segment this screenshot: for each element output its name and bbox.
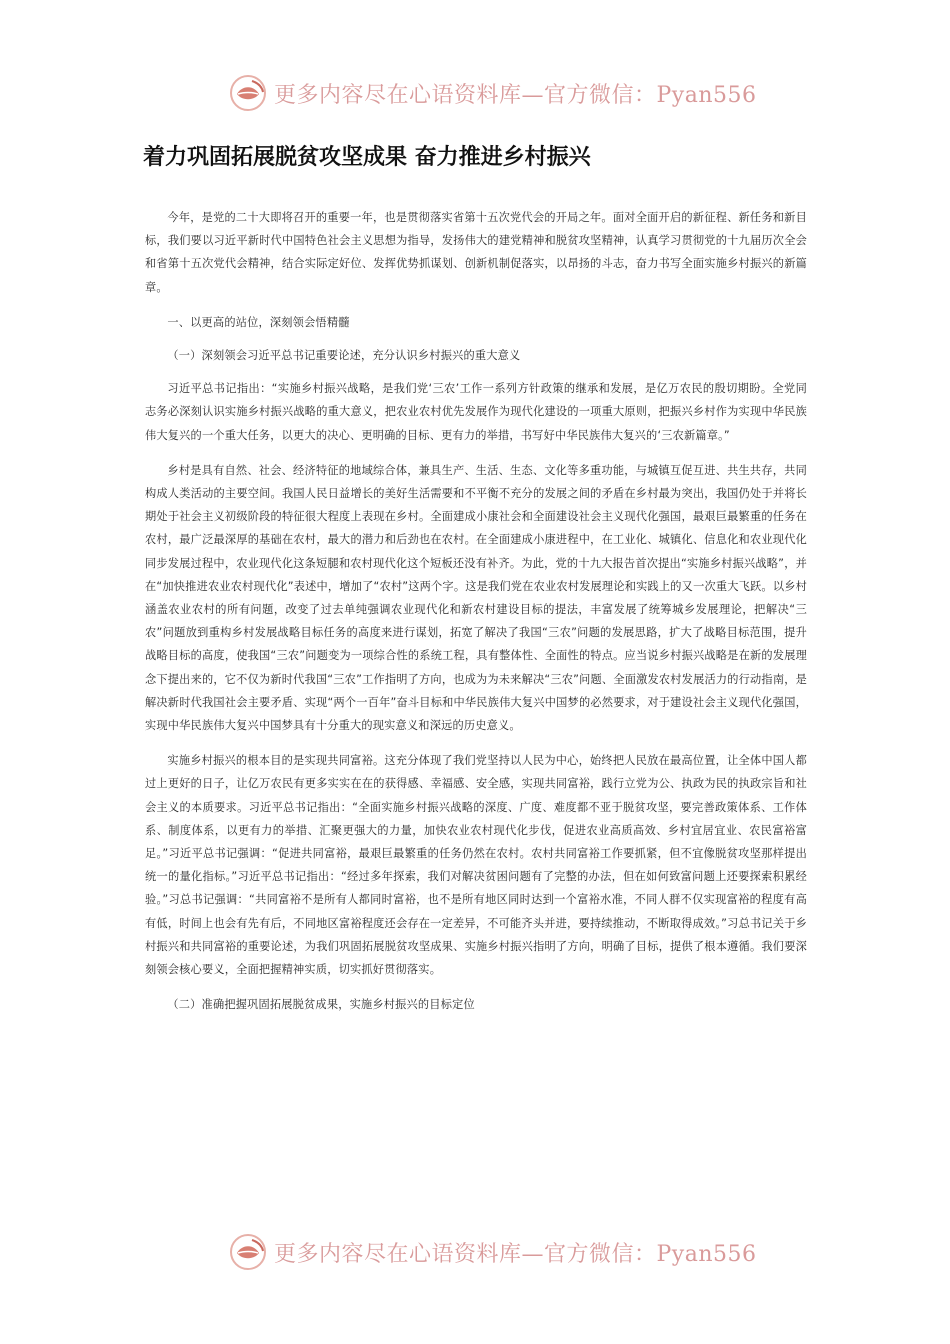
paragraph-intro: 今年，是党的二十大即将召开的重要一年，也是贯彻落实省第十五次党代会的开局之年。面对全面开启的新征程、新任务和新目标，我们要以习近平新时代中国特色社会主义思想为指导，发扬伟大的建党精神和脱贫攻坚精神，认真学习贯彻党的十九届历次全会和省第十五次党代会精神，结合实际定好位、发挥优势抓谋划、创新机制促落实，以昂扬的斗志，奋力书写全面实施乡村振兴的新篇章。: [145, 211, 807, 294]
header-banner: [228, 72, 757, 114]
subsection-heading-1: （一）深刻领会习近平总书记重要论述，充分认识乡村振兴的重大意义: [167, 349, 521, 363]
lip-mark-icon: [228, 73, 268, 113]
paragraph-rural: 乡村是具有自然、社会、经济特征的地域综合体，兼具生产、生活、生态、文化等多重功能，与城镇互促互进、共生共存，共同构成人类活动的主要空间。我国人民日益增长的美好生活需要和不平衡不充分的发展之间的矛盾在乡村最为突出，我国仍处于并将长期处于社会主义初级阶段的特征很大程度上表现在乡村。全面建成小康社会和全面建设社会主义现代化强国，最艰巨最繁重的任务在农村，最广泛最深厚的基础在农村，最大的潜力和后劲也在农村。在全面建成小康进程中，在工业化、城镇化、信息化和农业现代化同步发展过程中，农业现代化这条短腿和农村现代化这个短板还没有补齐。为此，党的十九大报告首次提出“实施乡村振兴战略”，并在“加快推进农业农村现代化”表述中，增加了“农村”这两个字。这是我们党在农业农村发展理论和实践上的又一次重大飞跃。以乡村涵盖农业农村的所有问题，改变了过去单纯强调农业现代化和新农村建设目标的提法，丰富发展了统筹城乡发展理论，把解决“三农”问题放到重构乡村发展战略目标任务的高度来进行谋划，拓宽了解决了我国“三农”问题的发展思路，扩大了战略目标范围，提升战略目标的高度，使我国“三农”问题变为一项综合性的系统工程，具有整体性、全面性的特点。应当说乡村振兴战略是在新的发展理念下提出来的，它不仅为新时代我国“三农”工作指明了方向，也成为为未来解决“三农”问题、全面激发农村发展活力的行动指南，是解决新时代我国社会主要矛盾、实现“两个一百年”奋斗目标和中华民族伟大复兴中国梦的必然要求，对于建设社会主义现代化强国，实现中华民族伟大复兴中国梦具有十分重大的现实意义和深远的历史意义。: [145, 463, 807, 733]
document-title: 着力巩固拓展脱贫攻坚成果 奋力推进乡村振兴: [143, 145, 591, 170]
paragraph-quote: 习近平总书记指出：“实施乡村振兴战略，是我们党‘三农’工作一系列方针政策的继承和发展，是亿万农民的殷切期盼。全党同志务必深刻认识实施乡村振兴战略的重大意义，把农业农村优先发展作为现代化建设的一项重大原则，把振兴乡村作为实现中华民族伟大复兴的一个重大任务，以更大的决心、更明确的目标、更有力的举措，书写好中华民族伟大复兴的‘三农新篇章。”: [145, 382, 807, 442]
document-body: [145, 206, 807, 1027]
section-heading-1: 一、以更高的站位，深刻领会悟精髓: [167, 315, 350, 329]
lip-mark-icon: [228, 1232, 268, 1272]
paragraph-prosperity: 实施乡村振兴的根本目的是实现共同富裕。这充分体现了我们党坚持以人民为中心，始终把人民放在最高位置，让全体中国人都过上更好的日子，让亿万农民有更多实实在在的获得感、幸福感、安全感，实现共同富裕，践行立党为公、执政为民的执政宗旨和社会主义的本质要求。习近平总书记指出：“全面实施乡村振兴战略的深度、广度、难度都不亚于脱贫攻坚，要完善政策体系、工作体系、制度体系，以更有力的举措、汇聚更强大的力量，加快农业农村现代化步伐，促进农业高质高效、乡村宜居宜业、农民富裕富足。”习近平总书记强调：“促进共同富裕，最艰巨最繁重的任务仍然在农村。农村共同富裕工作要抓紧，但不宜像脱贫攻坚那样提出统一的量化指标。”习近平总书记指出：“经过多年探索，我们对解决贫困问题有了完整的办法，但在如何致富问题上还要探索积累经验。”习总书记强调：“共同富裕不是所有人都同时富裕，也不是所有地区同时达到一个富裕水准，不同人群不仅实现富裕的程度有高有低，时间上也会有先有后，不同地区富裕程度还会存在一定差异，不可能齐头并进，要持续推动，不断取得成效。”习总书记关于乡村振兴和共同富裕的重要论述，为我们巩固拓展脱贫攻坚成果、实施乡村振兴指明了方向，明确了目标，提供了根本遵循。我们要深刻领会核心要义，全面把握精神实质，切实抓好贯彻落实。: [145, 754, 807, 977]
footer-banner: [228, 1231, 757, 1273]
banner-text: 更多内容尽在心语资料库—官方微信：Pyan556: [274, 1241, 757, 1267]
subsection-heading-2: （二）准确把握巩固拓展脱贫成果，实施乡村振兴的目标定位: [167, 998, 475, 1012]
banner-text: 更多内容尽在心语资料库—官方微信：Pyan556: [274, 82, 757, 108]
